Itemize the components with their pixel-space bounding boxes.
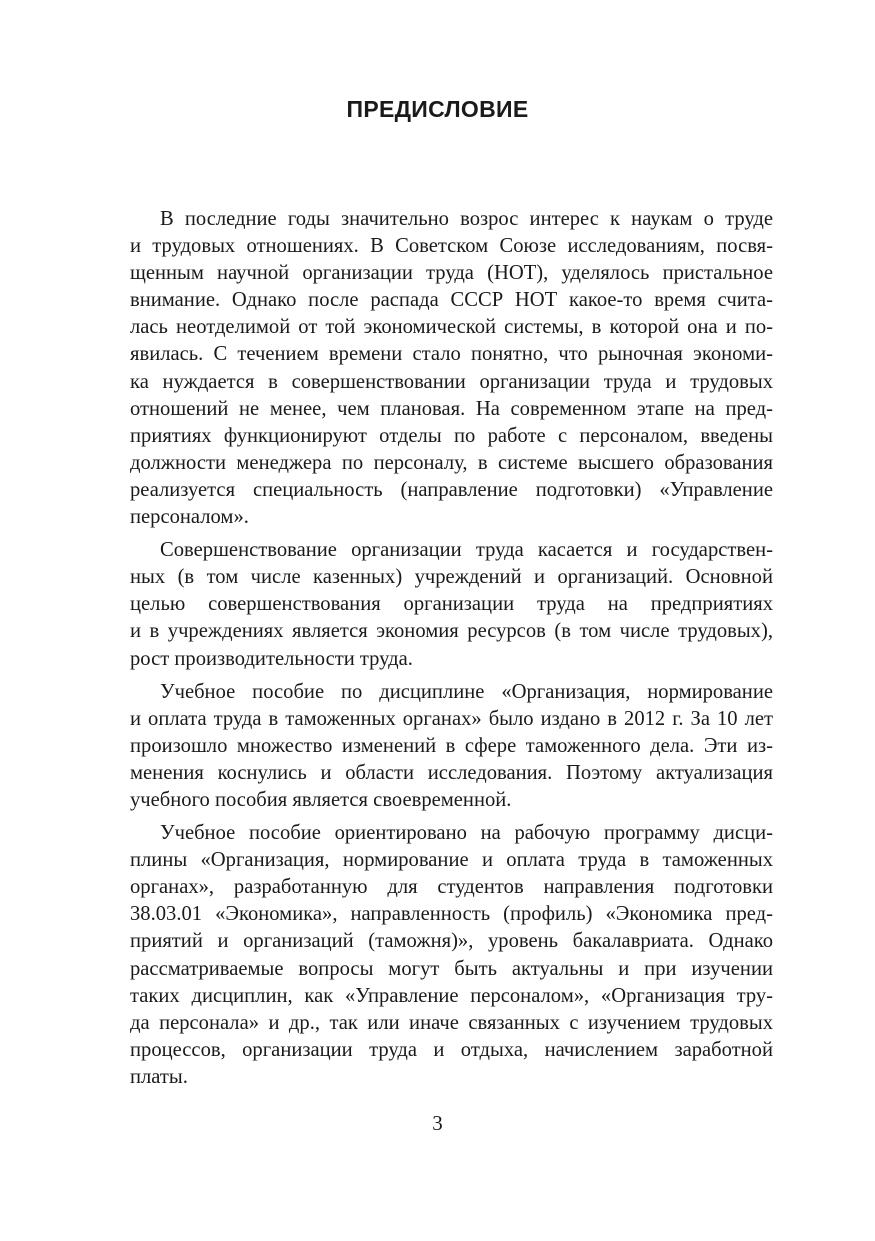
text-line: менения коснулись и области исследования. Поэтому актуализация (130, 761, 773, 784)
text-line: явилась. С течением времени стало понятно, что рыночная экономи- (130, 343, 773, 366)
paragraph-1 (100, 206, 773, 531)
text-line: В последние годы значительно возрос интерес к наукам о труде (160, 208, 773, 230)
body-text (100, 206, 773, 1091)
text-line: таких дисциплин, как «Управление персоналом», «Организация тру- (130, 984, 773, 1007)
text-line: произошло множество изменений в сфере таможенного дела. Эти из- (130, 734, 773, 757)
text-line: Учебное пособие по дисциплине «Организация, нормирование (160, 680, 773, 703)
text-line: рост производительности труда. (130, 647, 413, 670)
text-line: плины «Организация, нормирование и оплата труда в таможенных (130, 849, 773, 872)
text-line: да персонала» и др., так или иначе связанных с изучением трудовых (130, 1011, 773, 1034)
text-line: реализуется специальность (направление подготовки) «Управление (130, 478, 773, 501)
text-line: процессов, организации труда и отдыха, начислением заработной (130, 1038, 773, 1061)
text-line: целью совершенствования организации труда на предприятиях (130, 593, 773, 616)
text-line: должности менеджера по персоналу, в системе высшего образования (130, 451, 773, 474)
text-line: Учебное пособие ориентировано на рабочую программу дисци- (160, 822, 773, 845)
text-line: приятий и организаций (таможня)», уровень бакалавриата. Однако (130, 930, 773, 953)
text-line: приятиях функционируют отделы по работе с персоналом, введены (130, 424, 773, 447)
text-line: рассматриваемые вопросы могут быть актуальны и при изучении (130, 957, 773, 980)
paragraph-4 (100, 820, 773, 1091)
text-line: и оплата труда в таможенных органах» было издано в 2012 г. За 10 лет (130, 707, 773, 730)
page-number: 3 (432, 1111, 443, 1135)
paragraph-3 (100, 679, 773, 814)
text-line: щенным научной организации труда (НОТ), уделялось пристальное (130, 262, 773, 285)
text-line: 38.03.01 «Экономика», направленность (профиль) «Экономика пред- (130, 903, 773, 926)
text-line: органах», разработанную для студентов направления подготовки (130, 876, 773, 899)
text-line: ка нуждается в совершенствовании организации труда и трудовых (130, 370, 773, 393)
text-line: и в учреждениях является экономия ресурсов (в том числе трудовых), (130, 620, 773, 643)
text-line: лась неотделимой от той экономической системы, в которой она и по- (130, 316, 773, 339)
text-line: внимание. Однако после распада СССР НОТ какое-то время счита- (130, 289, 773, 312)
page-title: ПРЕДИСЛОВИЕ (346, 96, 529, 122)
text-line: ных (в том числе казенных) учреждений и организаций. Основной (130, 566, 773, 589)
text-line: платы. (130, 1065, 188, 1088)
text-line: персоналом». (130, 506, 249, 529)
text-line: Совершенствование организации труда касается и государствен- (160, 539, 773, 562)
paragraph-2 (100, 537, 773, 672)
text-line: учебного пособия является своевременной. (130, 788, 512, 811)
text-line: отношений не менее, чем плановая. На современном этапе на пред- (130, 397, 773, 420)
text-line: и трудовых отношениях. В Советском Союзе исследованиям, посвя- (130, 235, 773, 258)
